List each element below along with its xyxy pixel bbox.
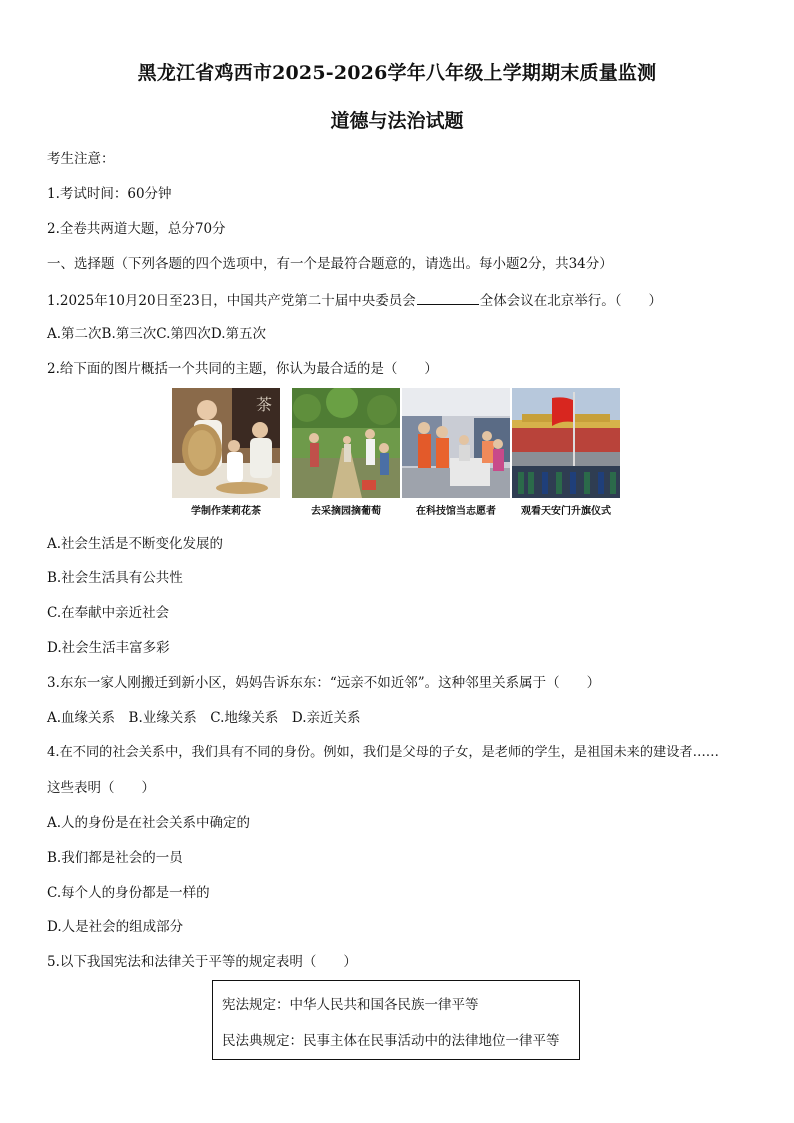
photo-flag-raising (512, 388, 620, 498)
question-1-stem (47, 290, 662, 310)
question-4-option-c: C.每个人的身份都是一样的 (47, 885, 210, 901)
question-1-stem-part: 1.2025年10月20日至23日，中国共产党第二十届中央委员会 (47, 293, 416, 309)
question-4-stem: 4.在不同的社会关系中，我们具有不同的身份。例如，我们是父母的子女，是老师的学生，是祖国未来的建设者…… (47, 745, 719, 760)
question-2-stem: 2.给下面的图片概括一个共同的主题，你认为最合适的是（ ） (47, 361, 438, 377)
question-2-option-a: A.社会生活是不断变化发展的 (47, 536, 224, 552)
question-5-stem: 5.以下我国宪法和法律关于平等的规定表明（ ） (47, 954, 357, 970)
photo-grape-picking (292, 388, 400, 498)
photo-museum-volunteer (402, 388, 510, 498)
exam-title: 黑龙江省鸡西市2025-2026学年八年级上学期期末质量监测 (137, 62, 657, 84)
photo-caption: 学制作茉莉花茶 (191, 506, 261, 517)
question-2-image-row (172, 388, 624, 520)
tea-sign: 茶 (256, 395, 273, 414)
question-2-option-d: D.社会生活丰富多彩 (47, 640, 170, 656)
photo-jasmine-tea (172, 388, 280, 498)
photo-caption: 在科技馆当志愿者 (416, 506, 496, 517)
constitution-quote: 宪法规定：中华人民共和国各民族一律平等 (222, 997, 479, 1013)
question-1-options: A.第二次B.第三次C.第四次D.第五次 (47, 326, 267, 342)
question-3-options: A.血缘关系 B.业缘关系 C.地缘关系 D.亲近关系 (47, 710, 361, 726)
question-3-stem: 3.东东一家人刚搬迁到新小区，妈妈告诉东东：“远亲不如近邻”。这种邻里关系属于（ ） (47, 675, 601, 691)
notice-item: 2.全卷共两道大题，总分70分 (47, 221, 226, 237)
question-4-option-d: D.人是社会的组成部分 (47, 919, 184, 935)
exam-subtitle: 道德与法治试题 (330, 110, 464, 132)
civil-code-quote: 民法典规定：民事主体在民事活动中的法律地位一律平等 (222, 1033, 560, 1049)
question-1-stem-part: 全体会议在北京举行。（ ） (479, 293, 663, 309)
question-4-option-b: B.我们都是社会的一员 (47, 850, 183, 866)
photo-caption: 观看天安门升旗仪式 (521, 506, 611, 517)
question-2-option-c: C.在奉献中亲近社会 (47, 605, 170, 621)
photo-caption: 去采摘园摘葡萄 (311, 506, 381, 517)
answer-blank (417, 290, 479, 305)
question-2-option-b: B.社会生活具有公共性 (47, 570, 183, 586)
question-4-stem-continued: 这些表明（ ） (47, 780, 155, 796)
notice-item: 1.考试时间：60分钟 (47, 186, 172, 202)
notice-heading: 考生注意： (47, 151, 115, 167)
question-4-option-a: A.人的身份是在社会关系中确定的 (47, 815, 251, 831)
law-quote-box (212, 980, 580, 1060)
section-heading: 一、选择题（下列各题的四个选项中，有一个是最符合题意的，请选出。每小题2分，共34分） (47, 256, 613, 272)
